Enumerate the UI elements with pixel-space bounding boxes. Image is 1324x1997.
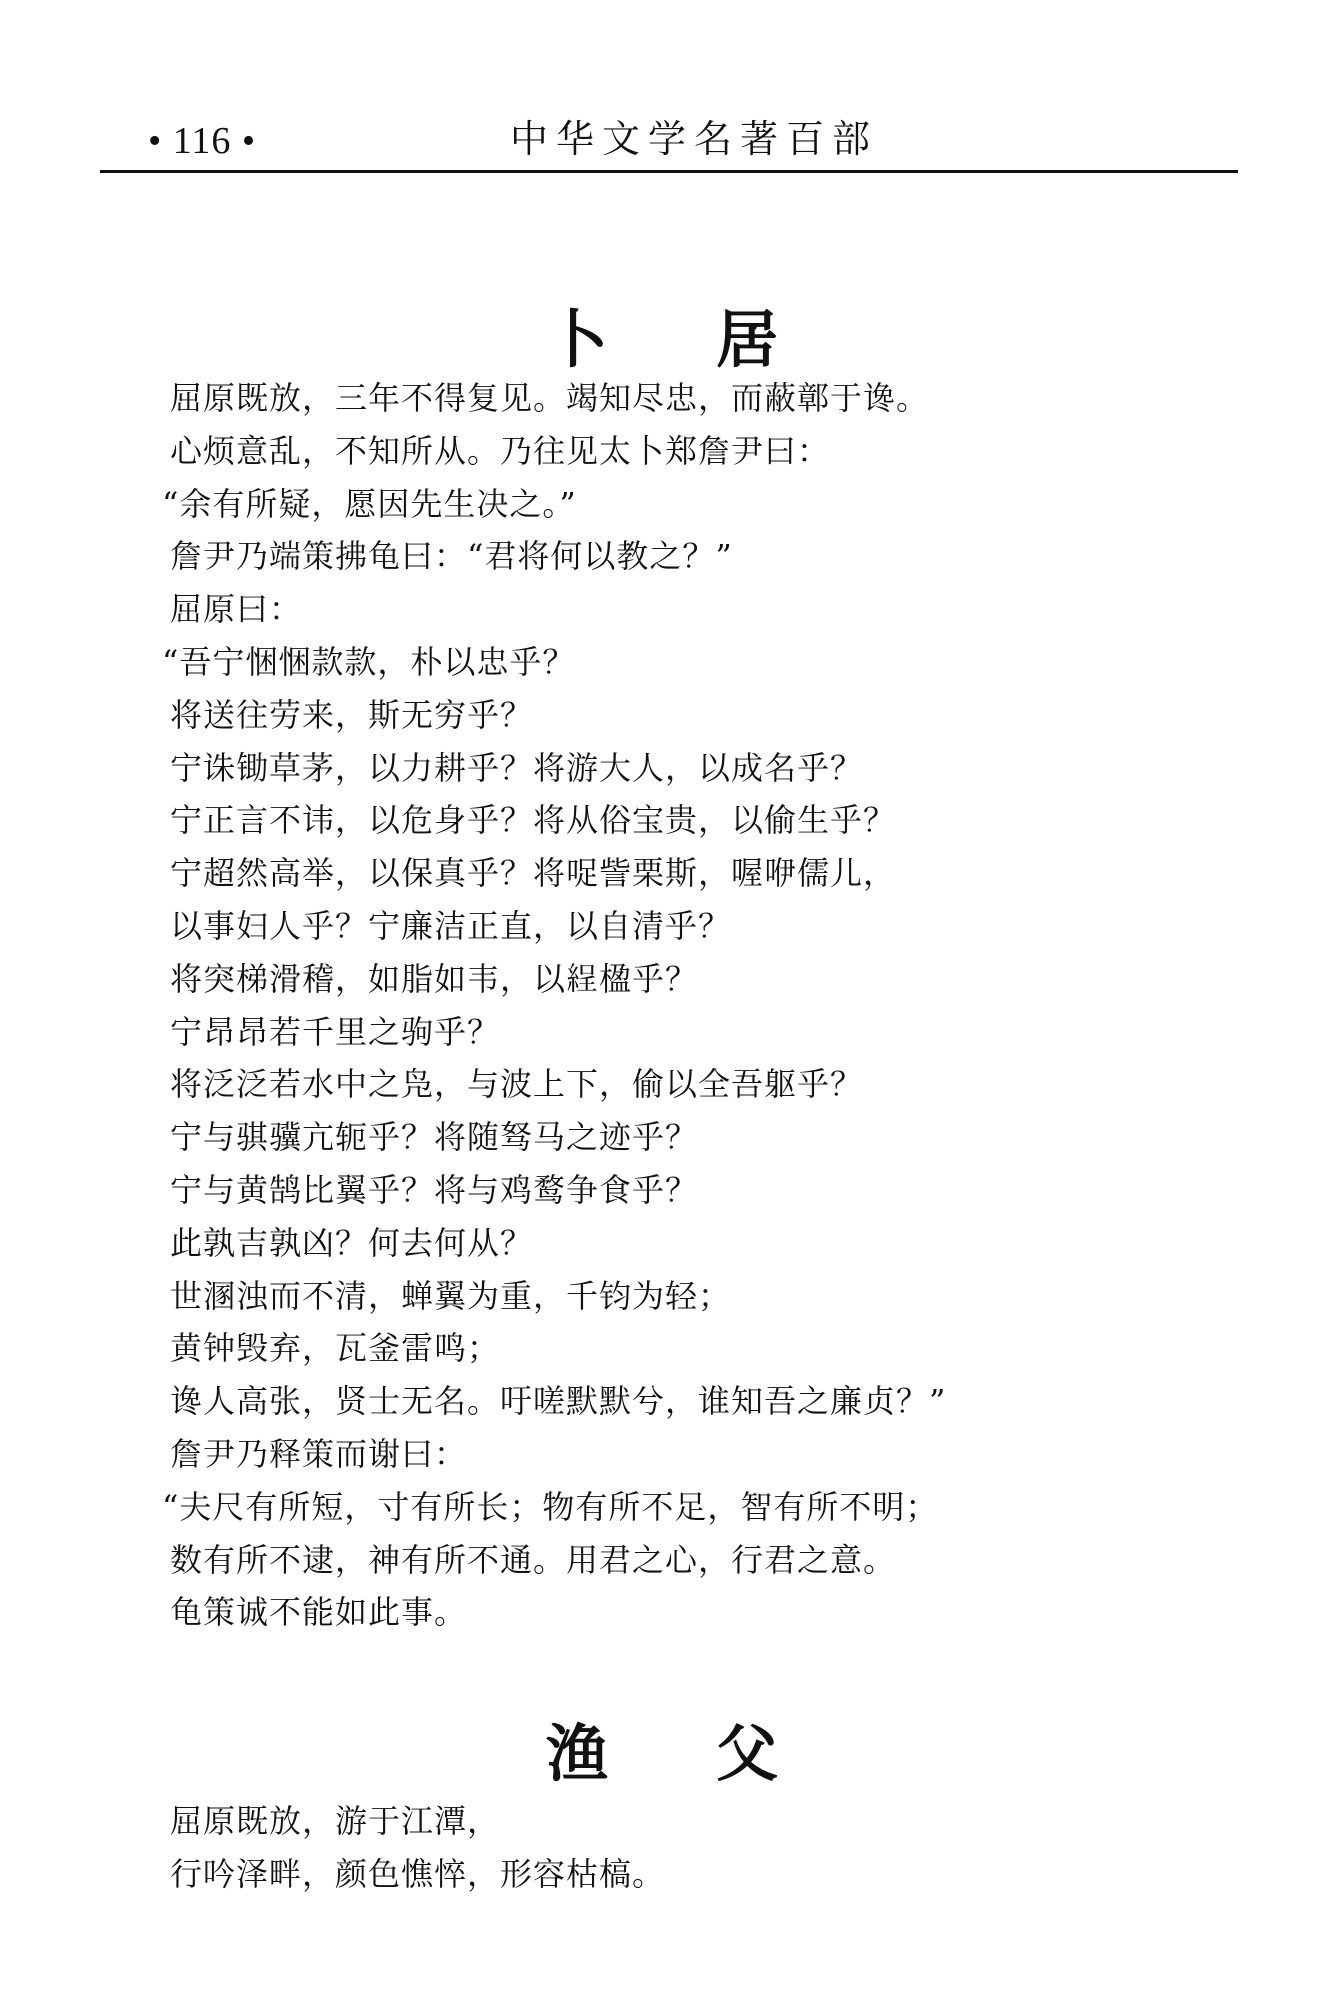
verse-line: “夫尺有所短，寸有所长；物有所不足，智有所不明； (162, 1487, 939, 1526)
section-title-char: 渔 (545, 1716, 608, 1790)
section-body-buju (162, 372, 1210, 1639)
verse-line: 屈原既放，游于江潭， (170, 1802, 501, 1840)
verse-line: 将泛泛若水中之凫，与波上下，偷以全吾躯乎？ (170, 1065, 864, 1104)
verse-line: 宁超然高举，以保真乎？将哫訾栗斯，喔咿儒儿， (170, 854, 897, 893)
verse-line: 宁与骐骥亢轭乎？将随驽马之迹乎？ (170, 1118, 699, 1157)
verse-line: 屈原既放，三年不得复见。竭知尽忠，而蔽鄣于谗。 (170, 379, 930, 417)
verse-line: 将送往劳来，斯无穷乎？ (170, 695, 534, 734)
section-body-yufu (170, 1795, 1210, 1901)
verse-line: 以事妇人乎？宁廉洁正直，以自清乎？ (170, 906, 732, 945)
verse-line: 心烦意乱，不知所从。乃往见太卜郑詹尹曰： (170, 431, 831, 470)
verse-line: 屈原曰： (170, 590, 303, 629)
section-title-char: 卜 (545, 302, 608, 376)
verse-line: 世溷浊而不清，蝉翼为重，千钧为轻； (170, 1276, 732, 1315)
header-rule (100, 170, 1238, 173)
verse-line: “余有所疑，愿因先生决之。” (162, 484, 577, 523)
verse-line: 行吟泽畔，颜色憔悴，形容枯槁。 (170, 1854, 666, 1893)
verse-line: 宁正言不讳，以危身乎？将从俗宝贵，以偷生乎？ (170, 801, 897, 840)
verse-line: 此孰吉孰凶？何去何从？ (170, 1223, 534, 1262)
section-title-buju (0, 300, 1324, 380)
verse-line: 将突梯滑稽，如脂如韦，以𦀚楹乎？ (170, 959, 699, 998)
section-title-char: 居 (715, 302, 778, 376)
verse-line: 詹尹乃释策而谢曰： (170, 1434, 468, 1473)
verse-line: 宁昂昂若千里之驹乎？ (170, 1012, 501, 1051)
verse-line: 宁与黄鹄比翼乎？将与鸡鹜争食乎？ (170, 1170, 699, 1209)
verse-line: 谗人高张，贤士无名。吁嗟默默兮，谁知吾之廉贞？” (170, 1382, 947, 1421)
verse-line: 数有所不逮，神有所不通。用君之心，行君之意。 (170, 1540, 897, 1579)
page-number: • 116 • (148, 120, 257, 162)
verse-line: 龟策诚不能如此事。 (170, 1593, 468, 1632)
section-title-char: 父 (715, 1716, 778, 1790)
book-title: 中华文学名著百部 (510, 117, 879, 161)
verse-line: 宁诛锄草茅，以力耕乎？将游大人，以成名乎？ (170, 748, 864, 787)
running-head (100, 110, 1238, 170)
verse-line: 黄钟毁弃，瓦釜雷鸣； (170, 1329, 501, 1368)
section-title-yufu (0, 1714, 1324, 1794)
verse-line: “吾宁悃悃款款，朴以忠乎？ (162, 642, 576, 681)
verse-line: 詹尹乃端策拂龟曰：“君将何以教之？” (170, 537, 733, 576)
